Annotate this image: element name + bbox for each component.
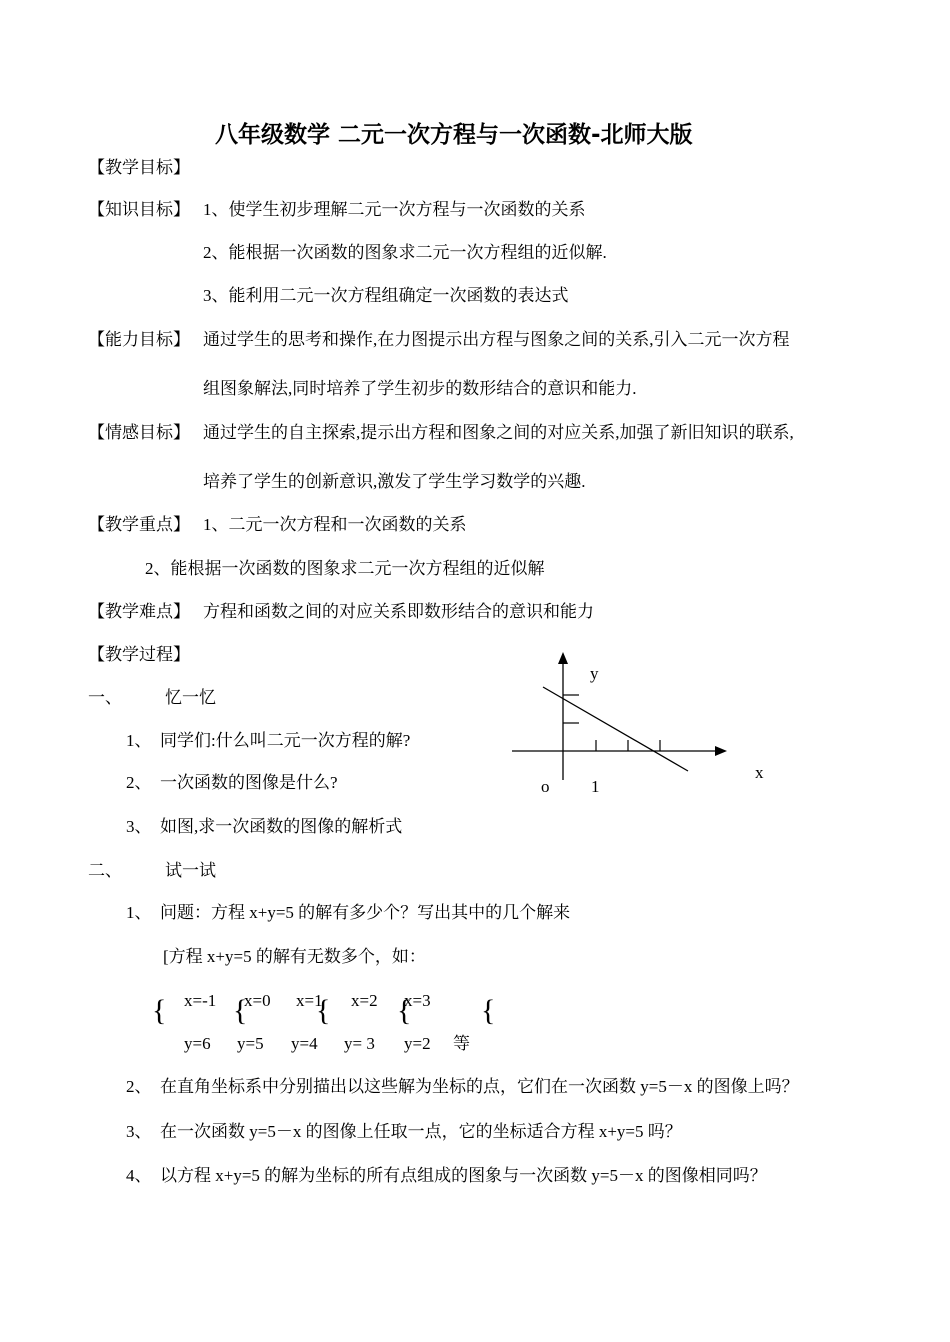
solution-y: y= 3 bbox=[344, 1034, 375, 1053]
section1-title: 忆一忆 bbox=[165, 688, 216, 707]
knowledge-item: 2、能根据一次函数的图象求二元一次方程组的近似解. bbox=[203, 243, 607, 262]
brace-icon: { bbox=[397, 994, 412, 1027]
etc-text: 等 bbox=[453, 1034, 470, 1053]
keypoint-item: 2、能根据一次函数的图象求二元一次方程组的近似解 bbox=[145, 559, 545, 578]
question-text: 在直角坐标系中分别描出以这些解为坐标的点，它们在一次函数 y=5－x 的图像上吗？ bbox=[160, 1077, 799, 1096]
section1-item-number: 2、 bbox=[126, 773, 152, 792]
question-number: 4、 bbox=[126, 1166, 152, 1185]
brace-icon: { bbox=[481, 994, 496, 1027]
section1-item-number: 3、 bbox=[126, 817, 152, 836]
solution-x: x=3 bbox=[404, 991, 431, 1010]
emotion-label: 【情感目标】 bbox=[88, 423, 190, 442]
process-header: 【教学过程】 bbox=[88, 645, 190, 664]
x-tick-label: 1 bbox=[591, 777, 600, 796]
solution-x: x=0 bbox=[244, 991, 271, 1010]
ability-line: 组图象解法,同时培养了学生初步的数形结合的意识和能力. bbox=[203, 379, 637, 398]
x-axis-arrow bbox=[715, 746, 727, 756]
y-axis-arrow bbox=[558, 652, 568, 664]
goals-header: 【教学目标】 bbox=[88, 158, 190, 177]
section1-item-text: 如图,求一次函数的图像的解析式 bbox=[160, 817, 403, 836]
question-number: 3、 bbox=[126, 1122, 152, 1141]
question-text: 以方程 x+y=5 的解为坐标的所有点组成的图象与一次函数 y=5－x 的图像相同吗？ bbox=[160, 1166, 767, 1185]
keypoint-item: 1、二元一次方程和一次函数的关系 bbox=[203, 515, 467, 534]
emotion-line: 培养了学生的创新意识,激发了学生学习数学的兴趣. bbox=[203, 472, 586, 491]
knowledge-item: 1、使学生初步理解二元一次方程与一次函数的关系 bbox=[203, 200, 586, 219]
section1-item-number: 1、 bbox=[126, 731, 152, 750]
y-axis-label: y bbox=[590, 664, 599, 683]
answer-intro: [方程 x+y=5 的解有无数多个，如： bbox=[163, 947, 426, 966]
solution-y: y=2 bbox=[404, 1034, 431, 1053]
section1-item-text: 同学们:什么叫二元一次方程的解? bbox=[160, 731, 411, 750]
ability-line: 通过学生的思考和操作,在力图提示出方程与图象之间的关系,引入二元一次方程 bbox=[203, 330, 790, 349]
knowledge-item: 3、能利用二元一次方程组确定一次函数的表达式 bbox=[203, 286, 569, 305]
page-title: 八年级数学 二元一次方程与一次函数-北师大版 bbox=[215, 122, 693, 148]
x-axis-label: x bbox=[755, 763, 764, 782]
section1-number: 一、 bbox=[88, 688, 122, 707]
section2-title: 试一试 bbox=[165, 861, 216, 880]
section2-number: 二、 bbox=[88, 861, 122, 880]
question-number: 1、 bbox=[126, 903, 152, 922]
origin-label: o bbox=[541, 777, 550, 796]
question-text: 问题：方程 x+y=5 的解有多少个？写出其中的几个解来 bbox=[160, 903, 571, 922]
emotion-line: 通过学生的自主探索,提示出方程和图象之间的对应关系,加强了新旧知识的联系, bbox=[203, 423, 794, 442]
ability-label: 【能力目标】 bbox=[88, 330, 190, 349]
brace-icon: { bbox=[316, 994, 331, 1027]
solution-x: x=2 bbox=[351, 991, 378, 1010]
function-line bbox=[543, 687, 688, 771]
section1-item-text: 一次函数的图像是什么? bbox=[160, 773, 338, 792]
keypoints-label: 【教学重点】 bbox=[88, 515, 190, 534]
brace-icon: { bbox=[152, 994, 167, 1027]
question-text: 在一次函数 y=5－x 的图像上任取一点，它的坐标适合方程 x+y=5 吗？ bbox=[160, 1122, 682, 1141]
knowledge-label: 【知识目标】 bbox=[88, 200, 190, 219]
solution-x: x=1 bbox=[296, 991, 323, 1010]
solution-y: y=6 bbox=[184, 1034, 211, 1053]
difficulty-label: 【教学难点】 bbox=[88, 602, 190, 621]
solution-y: y=4 bbox=[291, 1034, 318, 1053]
solution-y: y=5 bbox=[237, 1034, 264, 1053]
solution-x: x=-1 bbox=[184, 991, 217, 1010]
brace-icon: { bbox=[233, 994, 248, 1027]
question-number: 2、 bbox=[126, 1077, 152, 1096]
difficulty-text: 方程和函数之间的对应关系即数形结合的意识和能力 bbox=[203, 602, 594, 621]
